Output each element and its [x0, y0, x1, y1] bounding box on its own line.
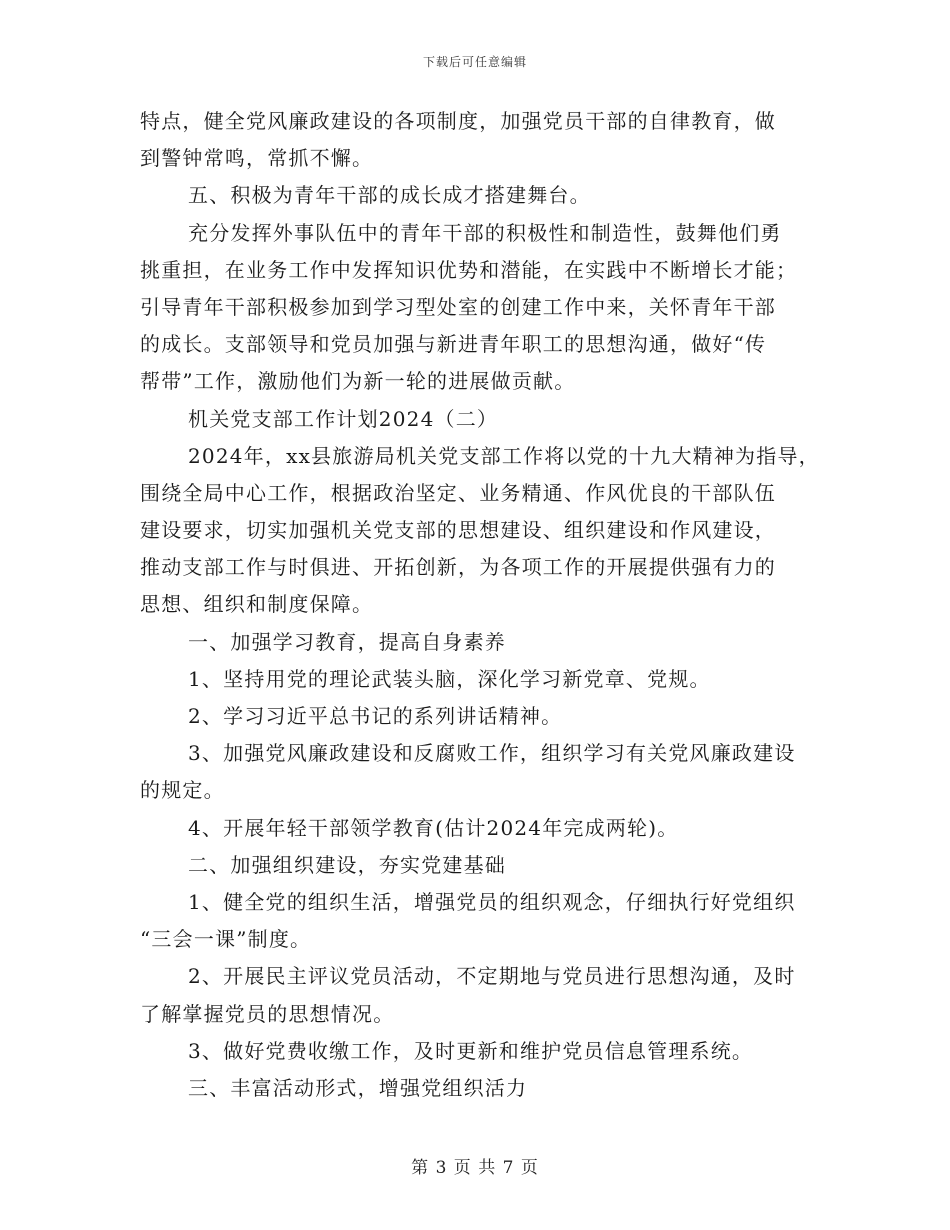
text-line: “三会一课”制度。 [140, 927, 312, 952]
document-body [140, 103, 820, 1107]
text-line: 二、加强组织建设，夯实党建基础 [188, 852, 506, 877]
text-line: 思想、组织和制度保障。 [140, 592, 374, 617]
text-line: 机关党支部工作计划2024（二） [188, 406, 499, 431]
header-note: 下载后可任意编辑 [422, 55, 527, 69]
text-line: 2、开展民主评议党员活动，不定期地与党员进行思想沟通，及时 [188, 964, 796, 989]
text-line: 充分发挥外事队伍中的青年干部的积极性和制造性，鼓舞他们勇 [188, 220, 782, 245]
text-line: 1、坚持用党的理论武装头脑，深化学习新党章、党规。 [188, 666, 711, 691]
page-number-footer: 第 3 页 共 7 页 [411, 1158, 539, 1178]
text-line: 挑重担，在业务工作中发挥知识优势和潜能，在实践中不断增长才能； [140, 257, 798, 282]
text-line: 到警钟常鸣，常抓不懈。 [140, 146, 374, 171]
text-line: 2024年，xx县旅游局机关党支部工作将以党的十九大精神为指导， [188, 443, 820, 468]
text-line: 3、做好党费收缴工作，及时更新和维护党员信息管理系统。 [188, 1038, 754, 1063]
text-line: 4、开展年轻干部领学教育(估计2024年完成两轮)。 [188, 815, 679, 840]
text-line: 2、学习习近平总书记的系列讲话精神。 [188, 704, 563, 728]
text-line: 五、积极为青年干部的成长成才搭建舞台。 [188, 183, 591, 208]
text-line: 一、加强学习教育，提高自身素养 [188, 629, 506, 654]
text-line: 围绕全局中心工作，根据政治坚定、业务精通、作风优良的干部队伍 [140, 480, 776, 505]
text-line: 3、加强党风廉政建设和反腐败工作，组织学习有关党风廉政建设 [188, 741, 796, 766]
text-line: 的成长。支部领导和党员加强与新进青年职工的思想沟通，做好“传 [140, 332, 767, 357]
text-line: 了解掌握党员的思想情况。 [140, 1001, 395, 1026]
text-line: 特点，健全党风廉政建设的各项制度，加强党员干部的自律教育，做 [140, 109, 776, 133]
text-line: 的规定。 [140, 778, 225, 803]
text-line: 建设要求，切实加强机关党支部的思想建设、组织建设和作风建设， [140, 518, 776, 543]
text-line: 三、丰富活动形式，增强党组织活力 [188, 1075, 528, 1100]
text-line: 帮带”工作，激励他们为新一轮的进展做贡献。 [140, 369, 576, 394]
text-line: 1、健全党的组织生活，增强党员的组织观念，仔细执行好党组织 [188, 889, 796, 914]
text-line: 引导青年干部积极参加到学习型处室的创建工作中来，关怀青年干部 [140, 294, 776, 319]
text-line: 推动支部工作与时俱进、开拓创新，为各项工作的开展提供强有力的 [140, 555, 776, 580]
